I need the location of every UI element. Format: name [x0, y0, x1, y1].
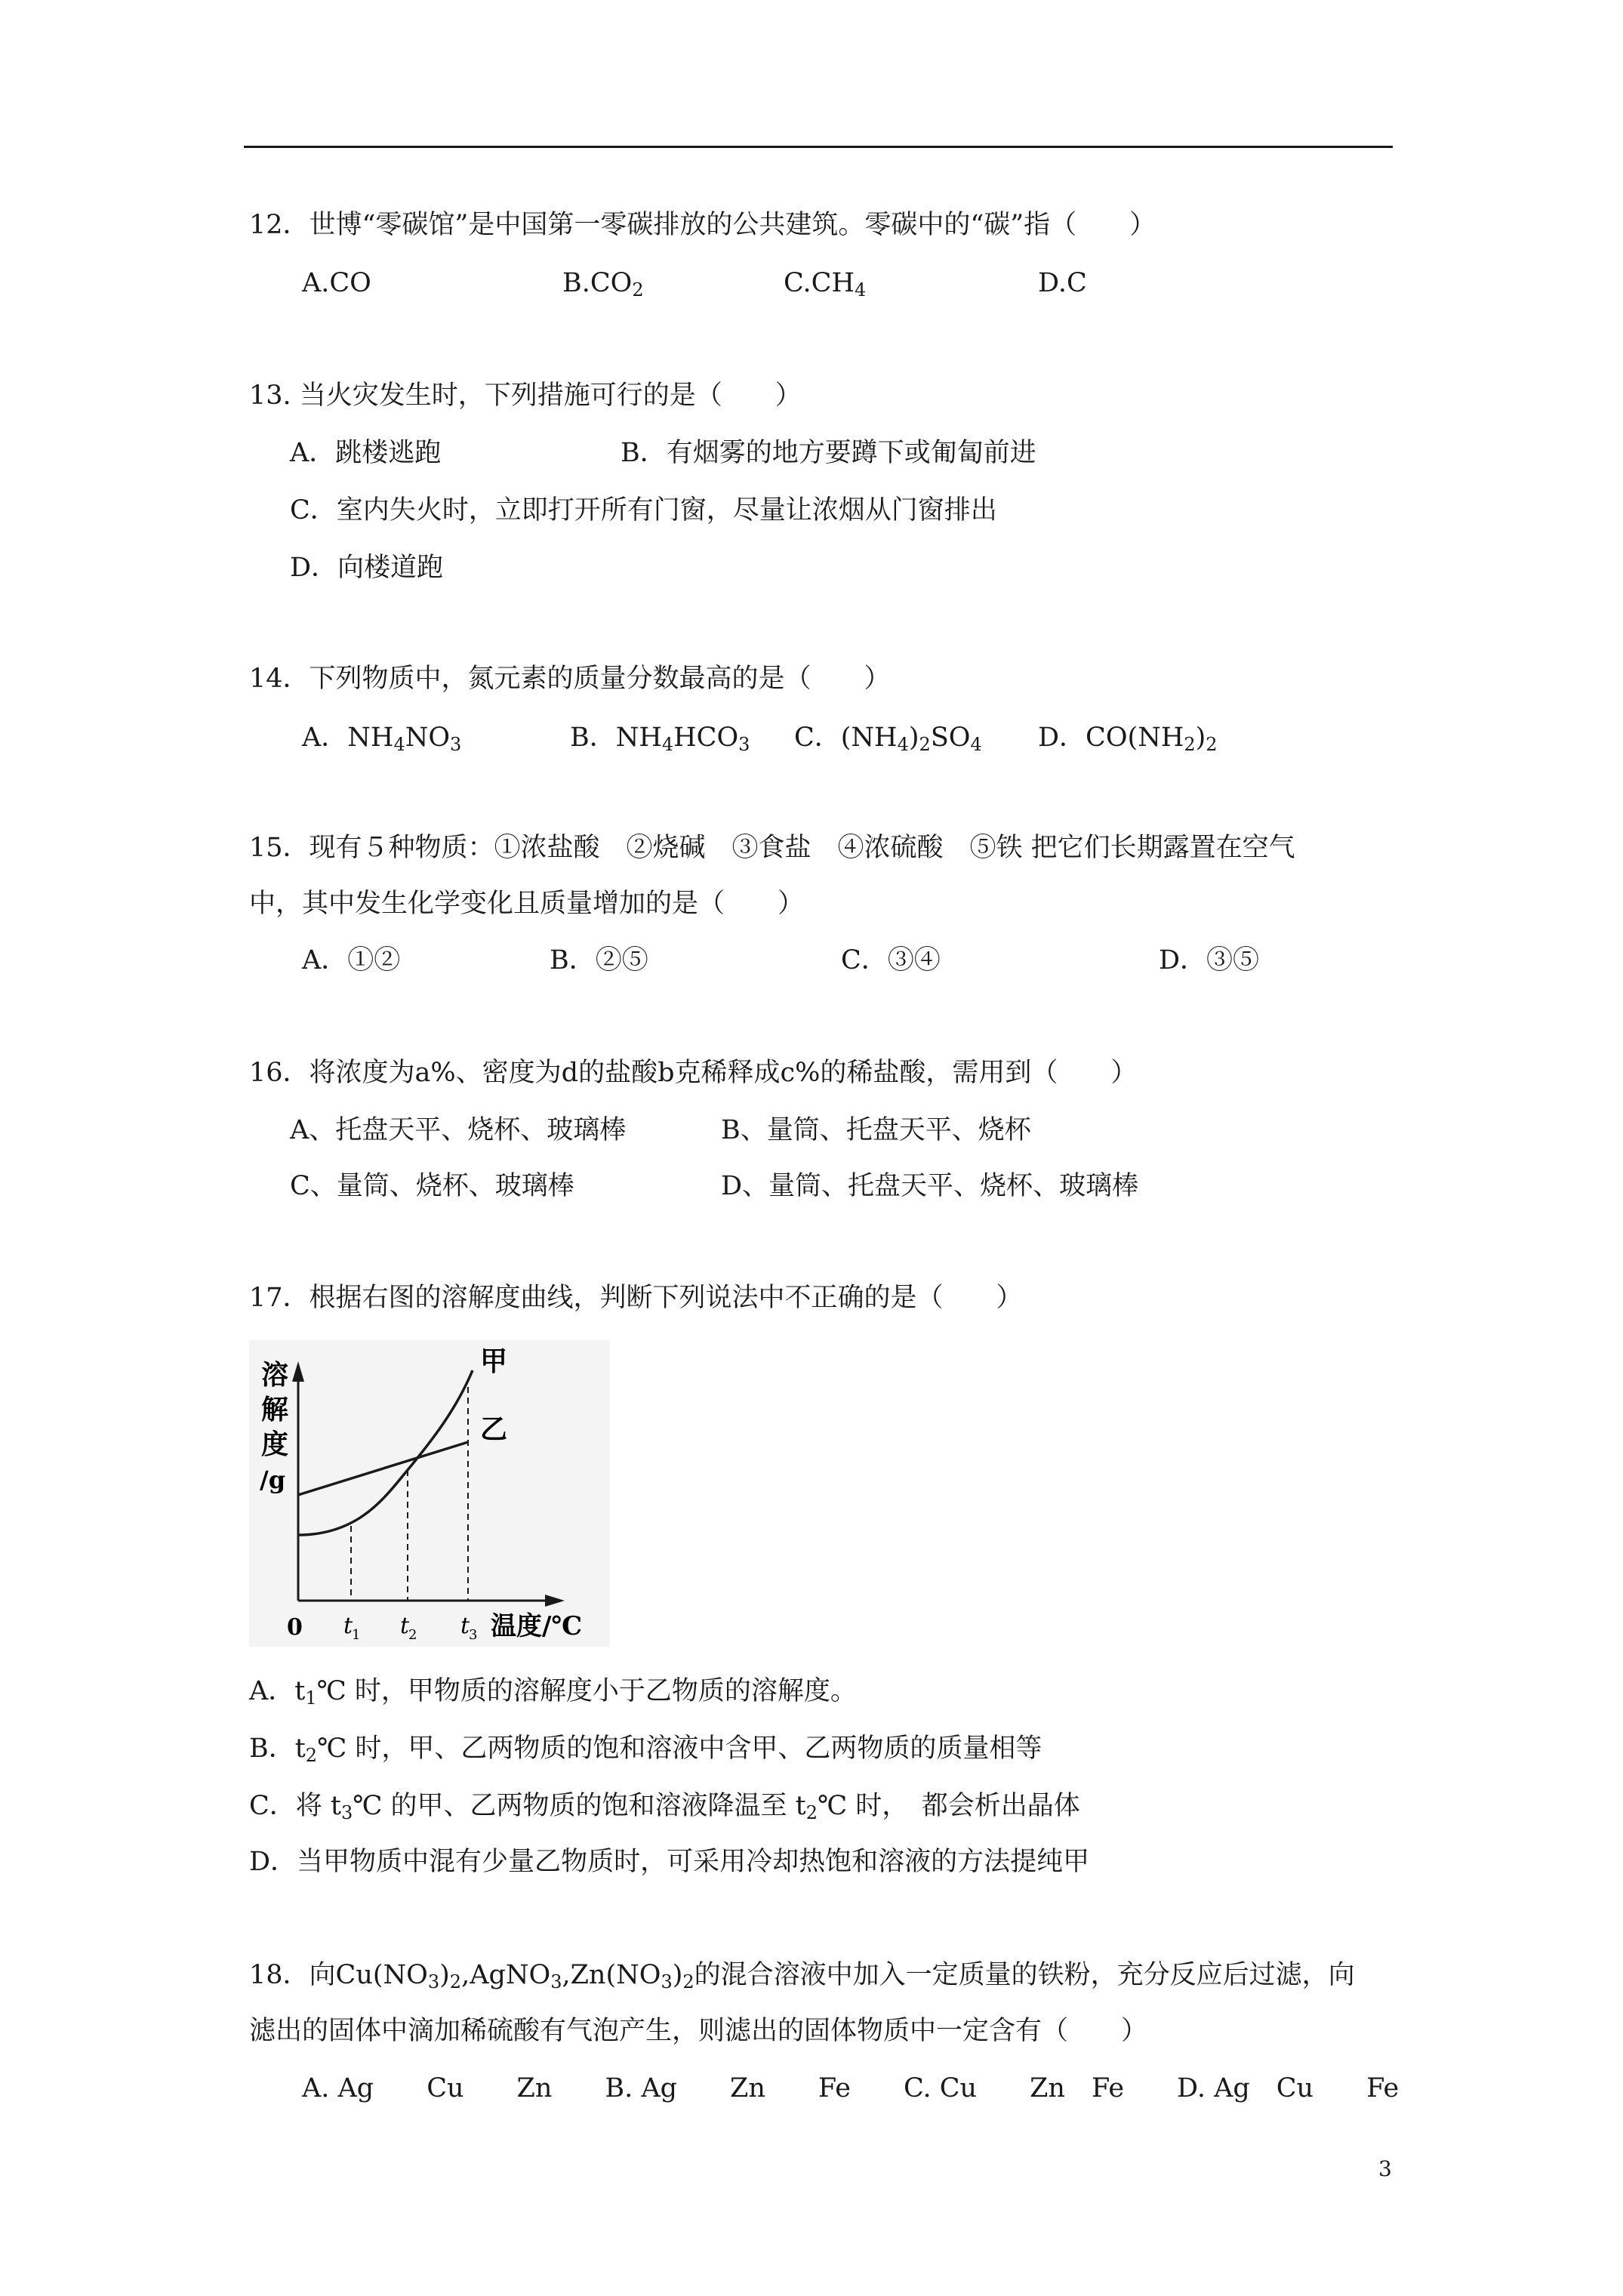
question-17-stem: 17．根据右图的溶解度曲线，判断下列说法中不正确的是（ ） [249, 1283, 1023, 1313]
q16-option-d: D、量筒、托盘天平、烧杯、玻璃棒 [721, 1171, 1139, 1201]
q12-option-c: $C.CH_4$ [784, 268, 867, 300]
q18-options: A. Ag Cu Zn B. Ag Zn Fe C. Cu Zn Fe D. Ag Cu Fe [302, 2073, 1400, 2103]
q17-option-d: D．当甲物质中混有少量乙物质时，可采用冷却热饱和溶液的方法提纯甲 [249, 1847, 1090, 1877]
q15-option-d: D．③⑤ [1159, 945, 1260, 975]
tick-t2: t [400, 1613, 410, 1639]
tick-t1: t [343, 1613, 353, 1639]
q12-option-a: A.CO [302, 268, 371, 298]
x-axis-label: 温度/℃ [491, 1611, 583, 1641]
q14-option-a: A．$NH_4NO_3$ [302, 723, 462, 755]
tick-t3-sub: 3 [469, 1627, 478, 1643]
q17-option-c: C．将 $t_3℃$ 的甲、乙两物质的饱和溶液降温至 $t_2℃$ 时， 都会析出晶体 [249, 1791, 1080, 1823]
question-15-stem-line1: 15．现有５种物质：①浓盐酸 ②烧碱 ③食盐 ④浓硫酸 ⑤铁 把它们长期露置在空气 [249, 833, 1295, 863]
tick-t2-sub: 2 [408, 1627, 417, 1643]
question-12-stem: 12．世博“零碳馆”是中国第一零碳排放的公共建筑。零碳中的“碳”指（ ） [249, 210, 1156, 240]
question-16-stem: 16．将浓度为a%、密度为d的盐酸b克稀释成c%的稀盐酸，需用到（ ） [249, 1058, 1138, 1088]
y-label-char-3: 度 [261, 1428, 289, 1460]
question-13-stem: 13. 当火灾发生时，下列措施可行的是（ ） [249, 381, 802, 411]
y-label-char-2: 解 [261, 1394, 289, 1425]
question-15-stem-line2: 中，其中发生化学变化且质量增加的是（ ） [249, 889, 805, 919]
q17-option-b: B．$t_2℃$ 时，甲、乙两物质的饱和溶液中含甲、乙两物质的质量相等 [249, 1734, 1042, 1766]
q15-option-a: A．①② [302, 945, 401, 975]
q16-option-c: C、量筒、烧杯、玻璃棒 [290, 1171, 574, 1201]
q13-option-c: C．室内失火时，立即打开所有门窗，尽量让浓烟从门窗排出 [290, 495, 997, 525]
q17-option-a: A．$t_1℃$ 时，甲物质的溶解度小于乙物质的溶解度。 [249, 1676, 857, 1709]
y-label-char-1: 溶 [261, 1359, 289, 1391]
page-number: 3 [1378, 2156, 1392, 2181]
solubility-curve-svg [249, 1340, 610, 1647]
q16-option-a: A、托盘天平、烧杯、玻璃棒 [290, 1115, 627, 1145]
question-18-stem-line2: 滤出的固体中滴加稀硫酸有气泡产生，则滤出的固体物质中一定含有（ ） [249, 2016, 1148, 2046]
q14-option-d: D．$CO(NH_2)_2$ [1038, 723, 1218, 755]
question-14-stem: 14．下列物质中，氮元素的质量分数最高的是（ ） [249, 664, 891, 694]
series-jia-curve [298, 1370, 473, 1535]
q15-option-b: B．②⑤ [550, 945, 648, 975]
q16-option-b: B、量筒、托盘天平、烧杯 [721, 1115, 1031, 1145]
q12-option-b: $B.CO_2$ [562, 268, 644, 300]
header-rule [244, 146, 1393, 148]
solubility-curve-chart [249, 1340, 610, 1647]
q13-option-d: D．向楼道跑 [290, 553, 444, 583]
q13-option-a: A．跳楼逃跑 [290, 438, 442, 468]
series-yi-label: 乙 [480, 1413, 508, 1445]
origin-label: 0 [287, 1614, 303, 1641]
y-axis-arrow [292, 1361, 304, 1382]
q14-option-c: C．$(NH_4)_2SO_4$ [794, 723, 982, 755]
tick-t1-sub: 1 [352, 1627, 361, 1643]
x-axis-arrow [545, 1595, 565, 1607]
tick-t3: t [460, 1613, 470, 1639]
q14-option-b: B．$NH_4HCO_3$ [570, 723, 750, 755]
q12-option-d: D.C [1038, 268, 1087, 298]
series-yi-line [298, 1442, 468, 1495]
series-jia-label: 甲 [480, 1345, 508, 1377]
question-18-stem-line1: 18．向$Cu(NO_3)_2,AgNO_3,Zn(NO_3)_2$的混合溶液中加入一定质量的铁粉，充分反应后过滤，向 [249, 1960, 1355, 1992]
q13-option-b: B．有烟雾的地方要蹲下或匍匐前进 [621, 438, 1036, 468]
y-label-unit: /g [260, 1465, 286, 1494]
q15-option-c: C．③④ [841, 945, 941, 975]
